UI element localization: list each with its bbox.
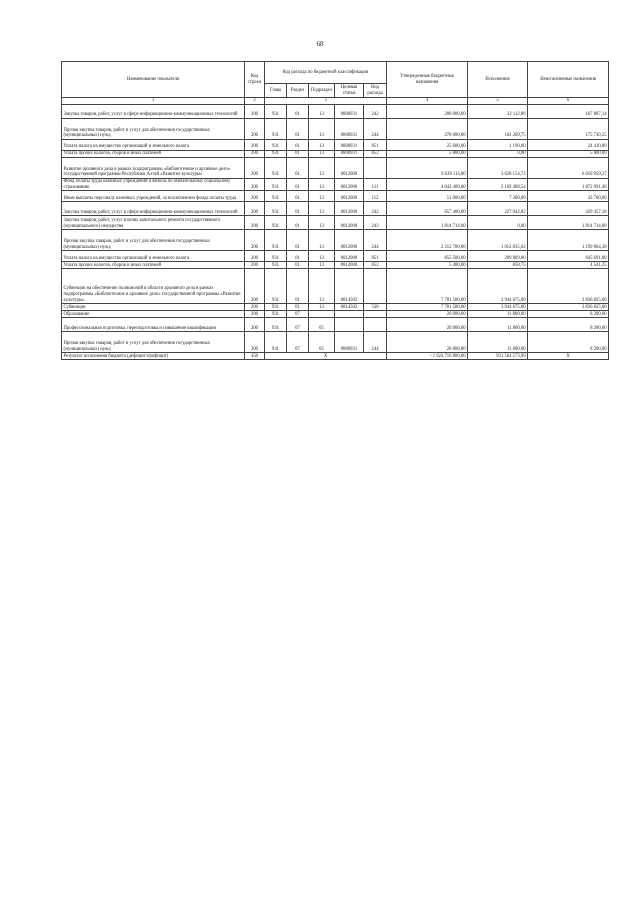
row-subsection: 13 bbox=[309, 304, 335, 311]
row-target-item: 0800931 bbox=[335, 140, 364, 151]
row-chapter: 931 bbox=[265, 304, 287, 311]
row-expense-type: 852 bbox=[364, 262, 387, 269]
row-target-item: 0812000 bbox=[335, 230, 364, 251]
row-code: 200 bbox=[245, 158, 265, 179]
row-unexecuted: 645 691,00 bbox=[528, 251, 609, 262]
table-row bbox=[62, 311, 609, 318]
row-unexecuted: 1 814 714,00 bbox=[528, 216, 609, 230]
row-unexecuted: 24 410,00 bbox=[528, 140, 609, 151]
row-executed: 7 300,00 bbox=[468, 191, 528, 202]
row-section: 07 bbox=[287, 318, 309, 332]
row-target-item: 0800931 bbox=[335, 119, 364, 140]
row-subsection: 05 bbox=[309, 332, 335, 353]
table-row bbox=[62, 191, 609, 202]
table-row bbox=[62, 262, 609, 269]
row-executed: 3 944 675,00 bbox=[468, 304, 528, 311]
result-row-code: 450 bbox=[245, 353, 265, 360]
row-chapter: 931 bbox=[265, 230, 287, 251]
page-number: 68 bbox=[316, 40, 324, 48]
row-name: Фонд оплаты труда казенных учреждений и взносы по обязательному социальному страхованию bbox=[62, 179, 245, 191]
row-unexecuted: 1 872 991,46 bbox=[528, 179, 609, 191]
row-expense-type: 111 bbox=[364, 179, 387, 191]
row-target-item: 0812000 bbox=[335, 216, 364, 230]
result-row bbox=[62, 353, 609, 360]
row-chapter: 931 bbox=[265, 251, 287, 262]
row-expense-type bbox=[364, 269, 387, 304]
column-number: 2 bbox=[245, 98, 265, 105]
header-budget-classification: Код расхода по бюджетной классификации bbox=[265, 62, 387, 84]
row-target-item: 0814502 bbox=[335, 269, 364, 304]
row-subsection: 05 bbox=[309, 318, 335, 332]
row-subsection: 13 bbox=[309, 251, 335, 262]
row-expense-type: 851 bbox=[364, 140, 387, 151]
row-approved: 25 600,00 bbox=[387, 140, 468, 151]
header-chapter: Глава bbox=[265, 84, 287, 98]
row-unexecuted: 5 800,00 bbox=[528, 151, 609, 158]
row-section: 01 bbox=[287, 304, 309, 311]
row-chapter: 931 bbox=[265, 158, 287, 179]
result-row-x-mark: X bbox=[265, 353, 387, 360]
row-approved: 20 000,00 bbox=[387, 318, 468, 332]
column-number: 4 bbox=[387, 98, 468, 105]
row-approved: 657 400,00 bbox=[387, 202, 468, 216]
row-executed: 102 269,75 bbox=[468, 119, 528, 140]
row-target-item: 0812000 bbox=[335, 251, 364, 262]
row-subsection: 13 bbox=[309, 179, 335, 191]
table-row bbox=[62, 119, 609, 140]
row-section: 01 bbox=[287, 230, 309, 251]
row-approved: 1 814 714,00 bbox=[387, 216, 468, 230]
row-approved: 20 000,00 bbox=[387, 332, 468, 353]
table-row bbox=[62, 105, 609, 119]
row-chapter: 931 bbox=[265, 179, 287, 191]
row-approved: 5 400,00 bbox=[387, 262, 468, 269]
row-expense-type: 242 bbox=[364, 202, 387, 216]
row-approved: 278 000,00 bbox=[387, 119, 468, 140]
row-name: Прочая закупка товаров, работ и услуг для обеспечения государственных (муниципальных) нужд bbox=[62, 119, 245, 140]
column-number-row bbox=[62, 98, 609, 105]
table-row bbox=[62, 269, 609, 304]
row-code: 200 bbox=[245, 262, 265, 269]
row-unexecuted: 429 457,18 bbox=[528, 202, 609, 216]
table-row bbox=[62, 216, 609, 230]
row-expense-type: 852 bbox=[364, 151, 387, 158]
row-executed: 227 942,82 bbox=[468, 202, 528, 216]
row-name: Прочая закупка товаров, работ и услуг для обеспечения государственных (муниципальных) нужд bbox=[62, 230, 245, 251]
row-target-item: 0814502 bbox=[335, 304, 364, 311]
row-chapter: 931 bbox=[265, 140, 287, 151]
row-executed: 1 012 835,62 bbox=[468, 230, 528, 251]
row-subsection: 13 bbox=[309, 140, 335, 151]
row-code: 200 bbox=[245, 332, 265, 353]
row-section: 01 bbox=[287, 140, 309, 151]
column-number: 1 bbox=[62, 98, 245, 105]
column-number: 5 bbox=[468, 98, 528, 105]
row-name: Иные выплаты персоналу казенных учреждений, за исключением фонда оплаты труда bbox=[62, 191, 245, 202]
row-executed: 0,00 bbox=[468, 151, 528, 158]
row-name: Уплата прочих налогов, сборов и иных платежей bbox=[62, 151, 245, 158]
row-chapter: 931 bbox=[265, 318, 287, 332]
row-name: Образование bbox=[62, 311, 245, 318]
row-executed: 11 800,00 bbox=[468, 311, 528, 318]
row-section: 01 bbox=[287, 202, 309, 216]
table-row bbox=[62, 251, 609, 262]
row-code: 200 bbox=[245, 311, 265, 318]
row-executed: 3 944 675,00 bbox=[468, 269, 528, 304]
row-target-item: 0800931 bbox=[335, 332, 364, 353]
table-row bbox=[62, 304, 609, 311]
row-section: 01 bbox=[287, 158, 309, 179]
row-expense-type: 243 bbox=[364, 216, 387, 230]
row-chapter: 931 bbox=[265, 262, 287, 269]
row-target-item: 0812000 bbox=[335, 179, 364, 191]
row-approved: 2 212 700,00 bbox=[387, 230, 468, 251]
row-name: Уплата налога на имущество организаций и земельного налога bbox=[62, 140, 245, 151]
table-row bbox=[62, 179, 609, 191]
row-executed: 32 112,86 bbox=[468, 105, 528, 119]
row-code: 200 bbox=[245, 119, 265, 140]
row-approved: 855 500,00 bbox=[387, 251, 468, 262]
header-target-item: Целевая статья bbox=[335, 84, 364, 98]
row-executed: 11 800,00 bbox=[468, 332, 528, 353]
row-name: Закупка товаров, работ, услуг в сфере информационно-коммуникационных технологий bbox=[62, 202, 245, 216]
row-section: 07 bbox=[287, 311, 309, 318]
row-name: Субвенции на обеспечение полномочий в области архивного дела в рамках подпрограммы «Библиотечное и архивное дело» государственной программы «Развитие культуры» bbox=[62, 269, 245, 304]
row-subsection: 13 bbox=[309, 216, 335, 230]
row-approved: 4 042 400,00 bbox=[387, 179, 468, 191]
row-executed: 0,00 bbox=[468, 216, 528, 230]
row-chapter: 931 bbox=[265, 151, 287, 158]
row-subsection: 13 bbox=[309, 151, 335, 158]
row-code: 200 bbox=[245, 304, 265, 311]
row-code: 200 bbox=[245, 230, 265, 251]
row-expense-type: 112 bbox=[364, 191, 387, 202]
row-approved: 5 800,00 bbox=[387, 151, 468, 158]
row-expense-type bbox=[364, 311, 387, 318]
table-row bbox=[62, 140, 609, 151]
row-chapter: 931 bbox=[265, 311, 287, 318]
row-name: Профессиональная подготовка, переподготовка и повышение квалификации bbox=[62, 318, 245, 332]
row-code: 200 bbox=[245, 269, 265, 304]
row-unexecuted: 175 730,25 bbox=[528, 119, 609, 140]
row-section: 07 bbox=[287, 332, 309, 353]
row-code: 200 bbox=[245, 191, 265, 202]
table-row bbox=[62, 158, 609, 179]
row-expense-type: 851 bbox=[364, 251, 387, 262]
row-subsection bbox=[309, 311, 335, 318]
row-subsection: 13 bbox=[309, 158, 335, 179]
row-chapter: 931 bbox=[265, 216, 287, 230]
row-executed: 3 628 154,73 bbox=[468, 158, 528, 179]
row-name: Развитие архивного дела в рамках подпрограммы «Библиотечное и архивное дело» государственной программы Республики Алтай «Развитие культуры» bbox=[62, 158, 245, 179]
row-unexecuted: 1 199 864,38 bbox=[528, 230, 609, 251]
table-row bbox=[62, 318, 609, 332]
row-section: 01 bbox=[287, 191, 309, 202]
row-section: 01 bbox=[287, 105, 309, 119]
row-expense-type: 244 bbox=[364, 230, 387, 251]
row-section: 01 bbox=[287, 151, 309, 158]
row-code: 200 bbox=[245, 105, 265, 119]
row-approved: 7 781 500,00 bbox=[387, 269, 468, 304]
table-row bbox=[62, 151, 609, 158]
row-unexecuted: 3 836 825,00 bbox=[528, 269, 609, 304]
row-unexecuted: 4 541,25 bbox=[528, 262, 609, 269]
row-unexecuted: 8 200,00 bbox=[528, 311, 609, 318]
header-row bbox=[62, 62, 609, 84]
row-section: 01 bbox=[287, 262, 309, 269]
header-expense-type: Вид расхода bbox=[364, 84, 387, 98]
row-executed: 1 190,00 bbox=[468, 140, 528, 151]
row-subsection: 13 bbox=[309, 191, 335, 202]
row-name: Прочая закупка товаров, работ и услуг для обеспечения государственных (муниципальных) нужд bbox=[62, 332, 245, 353]
row-target-item bbox=[335, 311, 364, 318]
row-code: 200 bbox=[245, 179, 265, 191]
result-row-approved: - 1 924 716 800,00 bbox=[387, 353, 468, 360]
header-executed: Исполнение bbox=[468, 62, 528, 98]
row-chapter: 931 bbox=[265, 202, 287, 216]
row-target-item: 0812000 bbox=[335, 158, 364, 179]
row-expense-type: 244 bbox=[364, 119, 387, 140]
budget-execution-table bbox=[61, 61, 609, 360]
row-chapter: 931 bbox=[265, 191, 287, 202]
row-name: Закупка товаров, работ, услуг в сфере информационно-коммуникационных технологий bbox=[62, 105, 245, 119]
row-section: 01 bbox=[287, 251, 309, 262]
row-section: 01 bbox=[287, 179, 309, 191]
table-body bbox=[62, 105, 609, 360]
header-subsection: Подраздел bbox=[309, 84, 335, 98]
row-name: Субвенции bbox=[62, 304, 245, 311]
row-subsection: 13 bbox=[309, 230, 335, 251]
row-executed: 209 809,00 bbox=[468, 251, 528, 262]
row-expense-type bbox=[364, 158, 387, 179]
row-code: 200 bbox=[245, 318, 265, 332]
result-row-executed: 931 564 573,09 bbox=[468, 353, 528, 360]
header-approved: Утвержденные бюджетные назначения bbox=[387, 62, 468, 98]
row-name: Уплата налога на имущество организаций и земельного налога bbox=[62, 251, 245, 262]
row-approved: 51 000,00 bbox=[387, 191, 468, 202]
row-expense-type: 244 bbox=[364, 332, 387, 353]
row-target-item: 0812000 bbox=[335, 191, 364, 202]
row-unexecuted: 8 200,00 bbox=[528, 318, 609, 332]
header-section: Раздел bbox=[287, 84, 309, 98]
row-code: 200 bbox=[245, 140, 265, 151]
row-unexecuted: 8 200,00 bbox=[528, 332, 609, 353]
row-expense-type: 530 bbox=[364, 304, 387, 311]
row-chapter: 931 bbox=[265, 119, 287, 140]
row-code: 200 bbox=[245, 251, 265, 262]
row-executed: 2 169 408,54 bbox=[468, 179, 528, 191]
row-target-item: 0800931 bbox=[335, 105, 364, 119]
row-approved: 7 781 500,00 bbox=[387, 304, 468, 311]
result-row-unexecuted: X bbox=[528, 353, 609, 360]
row-chapter: 931 bbox=[265, 105, 287, 119]
row-section: 01 bbox=[287, 216, 309, 230]
column-number: 6 bbox=[528, 98, 609, 105]
row-unexecuted: 3 836 825,00 bbox=[528, 304, 609, 311]
row-subsection: 13 bbox=[309, 269, 335, 304]
row-subsection: 13 bbox=[309, 202, 335, 216]
table-row bbox=[62, 332, 609, 353]
row-approved: 20 000,00 bbox=[387, 311, 468, 318]
row-chapter: 931 bbox=[265, 269, 287, 304]
row-subsection: 13 bbox=[309, 119, 335, 140]
row-executed: 11 800,00 bbox=[468, 318, 528, 332]
row-code: 200 bbox=[245, 202, 265, 216]
row-unexecuted: 6 010 959,27 bbox=[528, 158, 609, 179]
column-number: 3 bbox=[265, 98, 387, 105]
row-chapter: 931 bbox=[265, 332, 287, 353]
row-executed: 858,75 bbox=[468, 262, 528, 269]
row-name: Уплата прочих налогов, сборов и иных платежей bbox=[62, 262, 245, 269]
header-unexecuted: Неисполненные назначения bbox=[528, 62, 609, 98]
row-unexecuted: 43 700,00 bbox=[528, 191, 609, 202]
header-name: Наименование показателя bbox=[62, 62, 245, 98]
row-subsection: 13 bbox=[309, 105, 335, 119]
row-unexecuted: 167 887,14 bbox=[528, 105, 609, 119]
row-subsection: 13 bbox=[309, 262, 335, 269]
row-expense-type bbox=[364, 318, 387, 332]
row-target-item bbox=[335, 318, 364, 332]
row-code: 200 bbox=[245, 151, 265, 158]
table-row bbox=[62, 202, 609, 216]
row-expense-type: 242 bbox=[364, 105, 387, 119]
row-approved: 9 639 114,00 bbox=[387, 158, 468, 179]
result-row-name: Результат исполнения бюджета (дефицит/профицит) bbox=[62, 353, 245, 360]
row-approved: 200 000,00 bbox=[387, 105, 468, 119]
row-target-item: 0800931 bbox=[335, 151, 364, 158]
table-row bbox=[62, 230, 609, 251]
row-code: 200 bbox=[245, 216, 265, 230]
row-section: 01 bbox=[287, 119, 309, 140]
row-section: 01 bbox=[287, 269, 309, 304]
row-target-item: 0812000 bbox=[335, 202, 364, 216]
row-name: Закупка товаров, работ, услуг в целях капитального ремонта государственного (муниципального) имущества bbox=[62, 216, 245, 230]
row-target-item: 0812000 bbox=[335, 262, 364, 269]
header-row-code: Код строки bbox=[245, 62, 265, 98]
